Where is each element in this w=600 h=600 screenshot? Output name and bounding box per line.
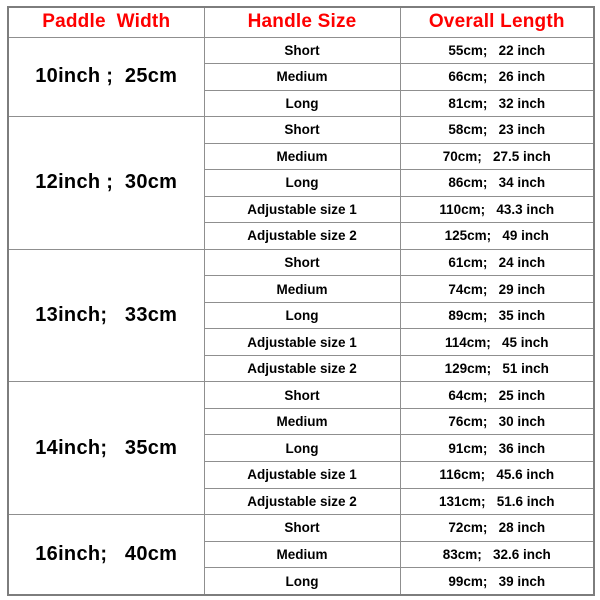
- paddle-width-cell: 10inch ; 25cm: [8, 37, 204, 117]
- overall-length-cell: 99cm; 39 inch: [400, 568, 594, 595]
- overall-length-cell: 114cm; 45 inch: [400, 329, 594, 356]
- table-row: [8, 515, 594, 542]
- handle-size-cell: Medium: [204, 143, 400, 170]
- handle-size-cell: Adjustable size 2: [204, 223, 400, 250]
- overall-length-cell: 58cm; 23 inch: [400, 117, 594, 144]
- overall-length-cell: 66cm; 26 inch: [400, 64, 594, 91]
- paddle-width-cell: 16inch; 40cm: [8, 515, 204, 595]
- overall-length-cell: 86cm; 34 inch: [400, 170, 594, 197]
- overall-length-cell: 110cm; 43.3 inch: [400, 196, 594, 223]
- overall-length-cell: 64cm; 25 inch: [400, 382, 594, 409]
- handle-size-cell: Long: [204, 90, 400, 117]
- overall-length-cell: 74cm; 29 inch: [400, 276, 594, 303]
- overall-length-cell: 91cm; 36 inch: [400, 435, 594, 462]
- overall-length-cell: 131cm; 51.6 inch: [400, 488, 594, 515]
- handle-size-cell: Short: [204, 117, 400, 144]
- handle-size-cell: Medium: [204, 64, 400, 91]
- overall-length-cell: 81cm; 32 inch: [400, 90, 594, 117]
- paddle-width-cell: 12inch ; 30cm: [8, 117, 204, 250]
- paddle-width-cell: 14inch; 35cm: [8, 382, 204, 515]
- handle-size-cell: Medium: [204, 541, 400, 568]
- overall-length-cell: 129cm; 51 inch: [400, 355, 594, 382]
- handle-size-cell: Long: [204, 435, 400, 462]
- handle-size-cell: Adjustable size 2: [204, 488, 400, 515]
- table-row: [8, 37, 594, 64]
- handle-size-cell: Adjustable size 1: [204, 462, 400, 489]
- table-row: [8, 117, 594, 144]
- overall-length-cell: 70cm; 27.5 inch: [400, 143, 594, 170]
- table-row: [8, 382, 594, 409]
- handle-size-cell: Short: [204, 515, 400, 542]
- header-handle-size: Handle Size: [204, 7, 400, 37]
- overall-length-cell: 116cm; 45.6 inch: [400, 462, 594, 489]
- handle-size-cell: Long: [204, 170, 400, 197]
- handle-size-cell: Short: [204, 382, 400, 409]
- handle-size-cell: Adjustable size 1: [204, 329, 400, 356]
- handle-size-cell: Short: [204, 249, 400, 276]
- overall-length-cell: 125cm; 49 inch: [400, 223, 594, 250]
- handle-size-cell: Medium: [204, 408, 400, 435]
- overall-length-cell: 72cm; 28 inch: [400, 515, 594, 542]
- size-chart: [7, 6, 593, 596]
- handle-size-cell: Short: [204, 37, 400, 64]
- paddle-width-cell: 13inch; 33cm: [8, 249, 204, 382]
- table-row: [8, 249, 594, 276]
- handle-size-cell: Long: [204, 568, 400, 595]
- header-row: [8, 7, 594, 37]
- overall-length-cell: 89cm; 35 inch: [400, 302, 594, 329]
- overall-length-cell: 55cm; 22 inch: [400, 37, 594, 64]
- handle-size-cell: Adjustable size 2: [204, 355, 400, 382]
- handle-size-cell: Medium: [204, 276, 400, 303]
- header-overall-length: Overall Length: [400, 7, 594, 37]
- size-chart-table: [7, 6, 595, 596]
- header-paddle-width: Paddle Width: [8, 7, 204, 37]
- handle-size-cell: Adjustable size 1: [204, 196, 400, 223]
- overall-length-cell: 61cm; 24 inch: [400, 249, 594, 276]
- overall-length-cell: 76cm; 30 inch: [400, 408, 594, 435]
- overall-length-cell: 83cm; 32.6 inch: [400, 541, 594, 568]
- handle-size-cell: Long: [204, 302, 400, 329]
